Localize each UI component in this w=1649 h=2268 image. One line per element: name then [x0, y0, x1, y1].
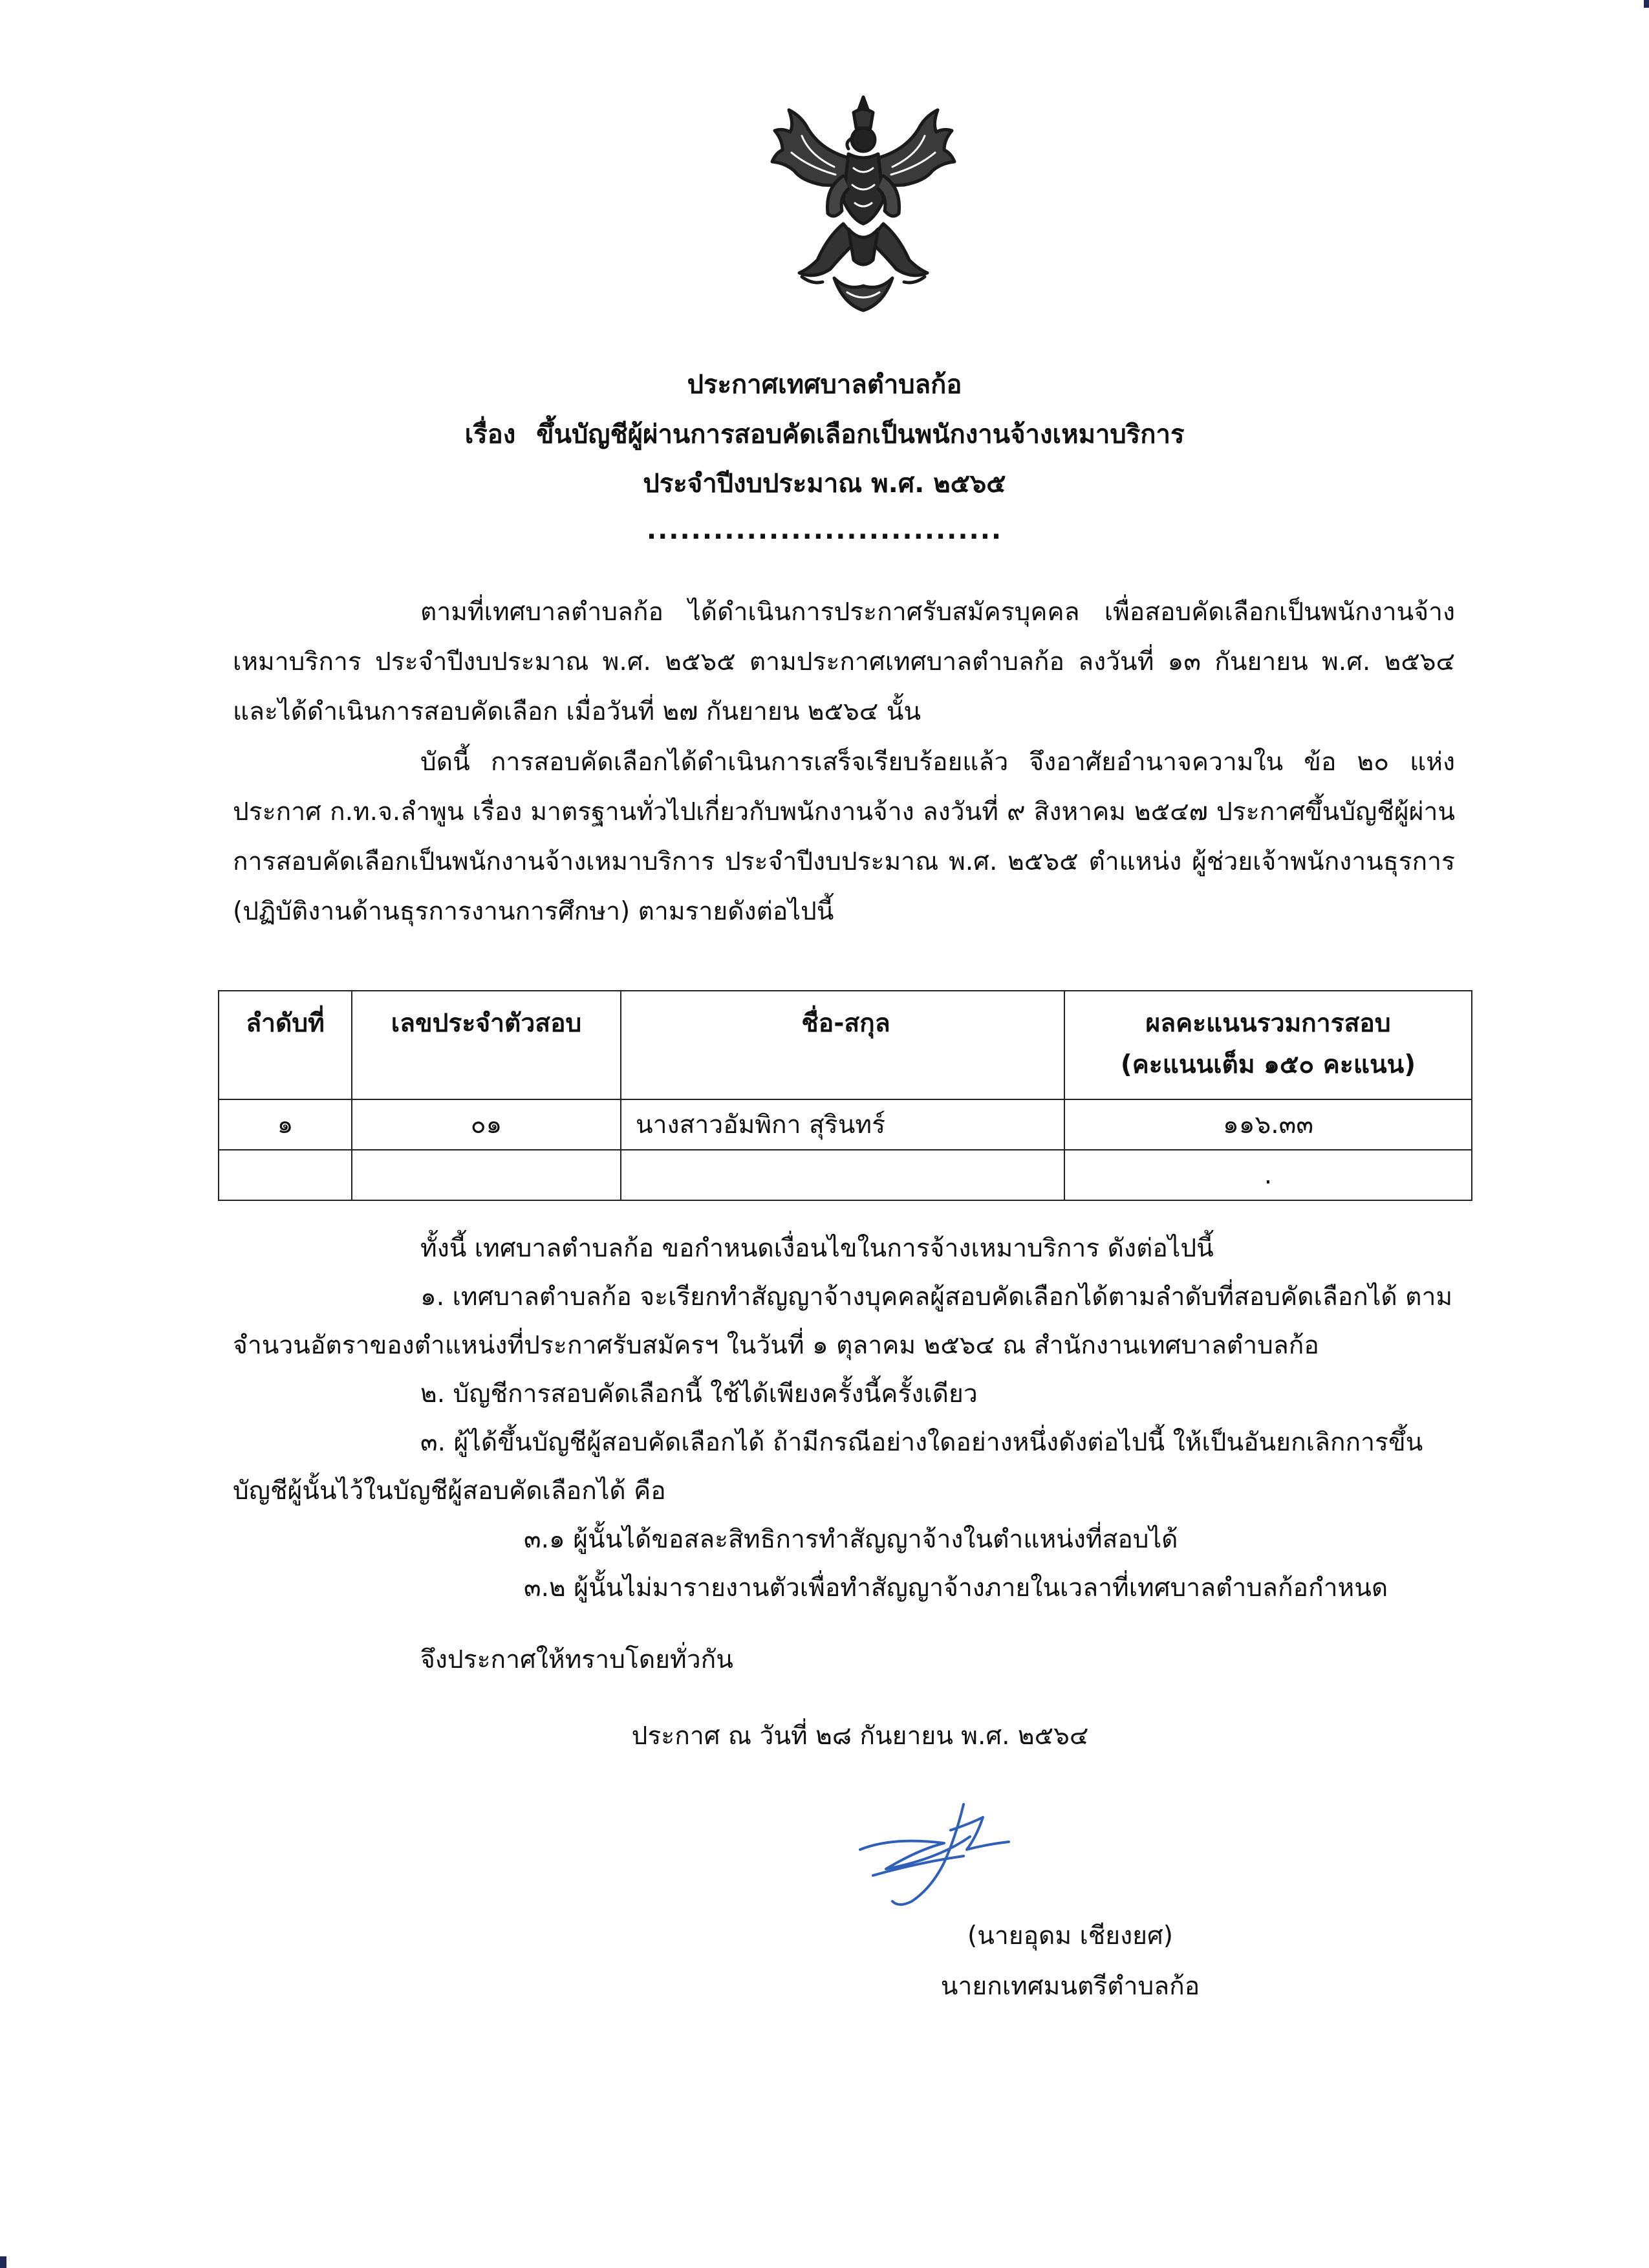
signer-name: (นายอุดม เชียงยศ) — [967, 1921, 1173, 1950]
table-header-row — [219, 991, 1472, 1099]
scan-edge-mark — [1644, 0, 1649, 8]
handwritten-signature-icon — [847, 1798, 1028, 1914]
paragraph-text: บัดนี้ การสอบคัดเลือกได้ดำเนินการเสร็จเรียบร้อยแล้ว จึงอาศัยอำนาจความใน ข้อ ๒๐ แห่ง ประกาศ ก.ท.จ.ลำพูน เรื่อง มาตรฐานทั่วไปเกี่ยวกับพนักงานจ้าง ลงวันที่ ๙ สิงหาคม ๒๕๔๗ ประกาศขึ้นบัญชีผู้ผ่านการสอบคัดเลือกเป็นพนักงานจ้างเหมาบริการ ประจำปีงบประมาณ พ.ศ. ๒๕๖๕ ตำแหน่ง ผู้ช่วยเจ้าพนักงานธุรการ (ปฏิบัติงานด้านธุรการงานการศึกษา) ตามรายดังต่อไปนี้ — [233, 748, 1455, 926]
signer-title: นายกเทศมนตรีตำบลก้อ — [940, 1972, 1200, 2001]
fiscal-year-line: ประจำปีงบประมาณ พ.ศ. ๒๕๖๕ — [643, 469, 1006, 499]
results-table — [218, 990, 1472, 1201]
intro-paragraph — [233, 587, 1455, 737]
table-row — [219, 1150, 1472, 1200]
announcement-subject — [0, 422, 1649, 448]
conditions-section — [233, 1224, 1455, 1612]
cell-exam-id: ๐๑ — [352, 1099, 621, 1150]
header-score-line2: (คะแนนเต็ม ๑๕๐ คะแนน) — [1120, 1050, 1416, 1079]
condition-item-3-2: ๓.๒ ผู้นั้นไม่มารายงานตัวเพื่อทำสัญญาจ้างภายในเวลาที่เทศบาลตำบลก้อกำหนด — [524, 1573, 1388, 1603]
conditions-intro: ทั้งนี้ เทศบาลตำบลก้อ ขอกำหนดเงื่อนไขในการจ้างเหมาบริการ ดังต่อไปนี้ — [420, 1234, 1214, 1263]
cell-exam-id — [352, 1150, 621, 1200]
table-row — [219, 1099, 1472, 1150]
announcement-date: ประกาศ ณ วันที่ ๒๘ กันยายน พ.ศ. ๒๕๖๔ — [631, 1722, 1089, 1751]
subject-label: เรื่อง — [464, 420, 516, 449]
title-separator: ................................ — [646, 515, 1003, 545]
scan-edge-mark — [0, 2256, 6, 2268]
cell-order: ๑ — [219, 1099, 352, 1150]
authority-paragraph — [233, 737, 1455, 936]
header-score — [1064, 991, 1472, 1099]
announcement-title: ประกาศเทศบาลตำบลก้อ — [687, 370, 962, 400]
condition-item-2: ๒. บัญชีการสอบคัดเลือกนี้ ใช้ได้เพียงครั้งนี้ครั้งเดียว — [420, 1379, 978, 1409]
header-order: ลำดับที่ — [219, 991, 352, 1099]
condition-item-3-1: ๓.๑ ผู้นั้นได้ขอสละสิทธิการทำสัญญาจ้างในตำแหน่งที่สอบได้ — [524, 1525, 1178, 1554]
condition-item-3: ๓. ผู้ได้ขึ้นบัญชีผู้สอบคัดเลือกได้ ถ้ามีกรณีอย่างใดอย่างหนึ่งดังต่อไปนี้ ให้เป็นอันยกเลิกการขึ้นบัญชีผู้นั้นไว้ในบัญชีผู้สอบคัดเลือกได้ คือ — [233, 1428, 1423, 1506]
subject-text: ขึ้นบัญชีผู้ผ่านการสอบคัดเลือกเป็นพนักงานจ้างเหมาบริการ — [536, 420, 1185, 449]
condition-item-1: ๑. เทศบาลตำบลก้อ จะเรียกทำสัญญาจ้างบุคคลผู้สอบคัดเลือกได้ตามลำดับที่สอบคัดเลือกได้ ตามจำนวนอัตราของตำแหน่งที่ประกาศรับสมัครฯ ในวันที่ ๑ ตุลาคม ๒๕๖๔ ณ สำนักงานเทศบาลตำบลก้อ — [233, 1282, 1453, 1360]
garuda-emblem-icon — [763, 91, 964, 323]
cell-order — [219, 1150, 352, 1200]
cell-score: . — [1064, 1150, 1472, 1200]
cell-name — [621, 1150, 1064, 1200]
header-score-line1: ผลคะแนนรวมการสอบ — [1145, 1009, 1391, 1038]
header-exam-id: เลขประจำตัวสอบ — [352, 991, 621, 1099]
paragraph-text: ตามที่เทศบาลตำบลก้อ ได้ดำเนินการประกาศรับสมัครบุคคล เพื่อสอบคัดเลือกเป็นพนักงานจ้างเหมาบริการ ประจำปีงบประมาณ พ.ศ. ๒๕๖๕ ตามประกาศเทศบาลตำบลก้อ ลงวันที่ ๑๓ กันยายน พ.ศ. ๒๕๖๔ และได้ดำเนินการสอบคัดเลือก เมื่อวันที่ ๒๗ กันยายน ๒๕๖๔ นั้น — [233, 598, 1455, 726]
closing-statement: จึงประกาศให้ทราบโดยทั่วกัน — [420, 1645, 733, 1674]
header-name: ชื่อ-สกุล — [621, 991, 1064, 1099]
cell-name: นางสาวอัมพิกา สุรินทร์ — [621, 1099, 1064, 1150]
cell-score: ๑๑๖.๓๓ — [1064, 1099, 1472, 1150]
